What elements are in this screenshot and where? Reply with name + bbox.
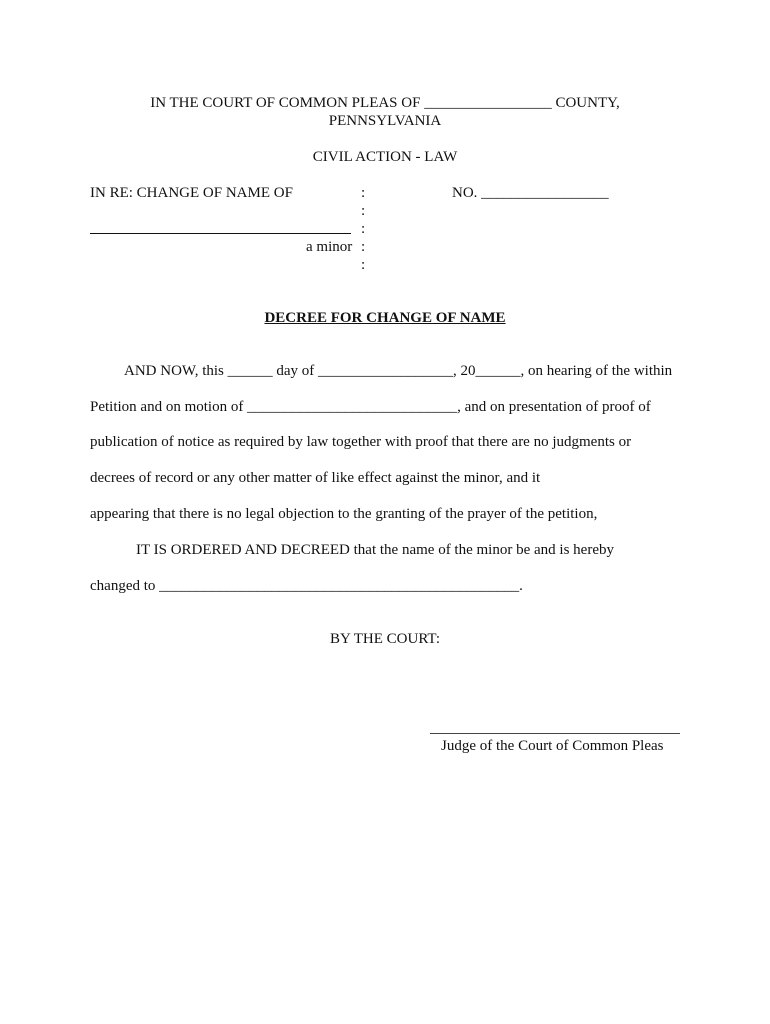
caption-colon: :: [361, 185, 366, 201]
decree-paragraph-line: publication of notice as required by law together with proof that there are no judgments or: [90, 434, 632, 450]
a-minor-label: a minor: [306, 239, 353, 255]
by-the-court: BY THE COURT:: [329, 631, 441, 647]
caption-colon: :: [361, 203, 366, 219]
decree-title: DECREE FOR CHANGE OF NAME: [264, 310, 506, 326]
court-heading: IN THE COURT OF COMMON PLEAS OF _________________ COUNTY,: [150, 95, 620, 111]
order-paragraph-line: changed to ________________________________________________.: [90, 578, 523, 594]
signature-line: [430, 733, 680, 734]
action-type: CIVIL ACTION - LAW: [312, 149, 458, 165]
in-re-label: IN RE: CHANGE OF NAME OF: [90, 185, 293, 201]
caption-colon: :: [361, 257, 366, 273]
order-paragraph-line: IT IS ORDERED AND DECREED that the name of the minor be and is hereby: [136, 542, 614, 558]
decree-paragraph-line: decrees of record or any other matter of like effect against the minor, and it: [90, 470, 541, 486]
caption-colon: :: [361, 239, 366, 255]
case-number: NO. _________________: [452, 185, 609, 201]
decree-paragraph-line: appearing that there is no legal objection to the granting of the prayer of the petition,: [90, 506, 598, 522]
name-blank-line: [90, 233, 351, 234]
judge-label: Judge of the Court of Common Pleas: [441, 738, 664, 754]
decree-paragraph-line: Petition and on motion of ____________________________, and on presentation of proof of: [90, 399, 651, 415]
caption-colon: :: [361, 221, 366, 237]
state-heading: PENNSYLVANIA: [328, 113, 442, 129]
decree-paragraph-line: AND NOW, this ______ day of __________________, 20______, on hearing of the within: [124, 363, 673, 379]
